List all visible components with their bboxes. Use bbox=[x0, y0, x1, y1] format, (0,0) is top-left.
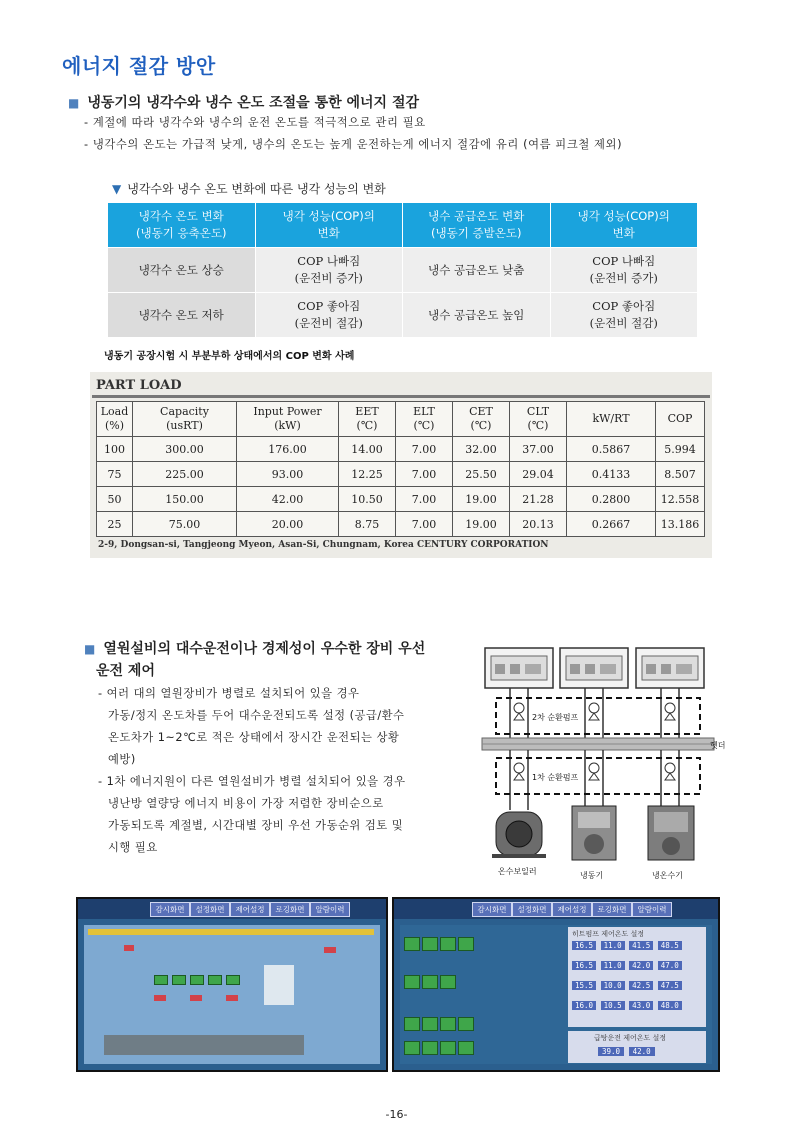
table-header: CET (℃) bbox=[453, 402, 510, 437]
setpoint-value[interactable]: 10.5 bbox=[601, 1001, 625, 1010]
body-line: 가동/정지 온도차를 두어 대수운전되도록 설정 (공급/환수 bbox=[108, 709, 405, 722]
table-header: COP bbox=[656, 402, 705, 437]
setpoint-value[interactable]: 48.0 bbox=[658, 1001, 682, 1010]
table-cell: 20.13 bbox=[510, 512, 567, 537]
note-1: - 계절에 따라 냉각수와 냉수의 운전 온도를 적극적으로 관리 필요 bbox=[84, 116, 426, 129]
table-row bbox=[108, 248, 698, 293]
screen-tab: 로깅화면 bbox=[270, 902, 310, 917]
cooling-performance-table bbox=[107, 202, 698, 338]
table-header: 냉수 공급온도 변화 (냉동기 증발온도) bbox=[403, 203, 551, 248]
table-cell: 냉수 공급온도 높임 bbox=[403, 293, 551, 338]
section1-heading: ■ 냉동기의 냉각수와 냉수 온도 조절을 통한 에너지 절감 bbox=[68, 95, 419, 111]
table-cell: 12.558 bbox=[656, 487, 705, 512]
setpoint-title: 히트펌프 제어온도 설정 bbox=[572, 930, 645, 938]
setpoint-value[interactable]: 41.5 bbox=[629, 941, 653, 950]
table-cell: 7.00 bbox=[396, 437, 453, 462]
table-cell: 100 bbox=[97, 437, 133, 462]
table-cell: 14.00 bbox=[339, 437, 396, 462]
table-header: Load (%) bbox=[97, 402, 133, 437]
setpoint-value[interactable]: 10.0 bbox=[601, 981, 625, 990]
table-cell: 32.00 bbox=[453, 437, 510, 462]
setpoint-value[interactable]: 16.5 bbox=[572, 941, 596, 950]
air-handling-unit-icon bbox=[636, 648, 704, 688]
table-cell: 225.00 bbox=[133, 462, 237, 487]
table-cell: 75 bbox=[97, 462, 133, 487]
table-cell: 29.04 bbox=[510, 462, 567, 487]
screen-tab: 로깅화면 bbox=[592, 902, 632, 917]
body-line: 예방) bbox=[108, 753, 136, 766]
table-cell: 냉각수 온도 상승 bbox=[108, 248, 256, 293]
hotwater-setpoint-panel bbox=[568, 1031, 706, 1063]
table-cell: 21.28 bbox=[510, 487, 567, 512]
cooling-table-caption: ▼ 냉각수와 냉수 온도 변화에 따른 냉각 성능의 변화 bbox=[112, 182, 386, 196]
screen-tab: 제어설정 bbox=[552, 902, 592, 917]
table-cell: 7.00 bbox=[396, 512, 453, 537]
setpoint-value[interactable]: 42.0 bbox=[629, 1047, 655, 1056]
screen-tab: 알람이력 bbox=[632, 902, 672, 917]
table-cell: COP 좋아짐 (운전비 절감) bbox=[255, 293, 403, 338]
screen-tab: 감시화면 bbox=[472, 902, 512, 917]
pump1-label: 1차 순환펌프 bbox=[532, 773, 579, 782]
screen-tab: 제어설정 bbox=[230, 902, 270, 917]
table-cell: 0.2800 bbox=[567, 487, 656, 512]
table-cell: 냉각수 온도 저하 bbox=[108, 293, 256, 338]
table-row bbox=[97, 437, 705, 462]
pump-icon bbox=[514, 703, 524, 720]
table-row bbox=[97, 462, 705, 487]
table-cell: 42.00 bbox=[237, 487, 339, 512]
air-handling-unit-icon bbox=[560, 648, 628, 688]
table-cell: 25.50 bbox=[453, 462, 510, 487]
chiller-icon bbox=[572, 806, 616, 860]
monitoring-screen-left bbox=[76, 897, 388, 1072]
hotwater-setpoint-title: 급탕운전 제어온도 설정 bbox=[594, 1034, 667, 1042]
table-cell: COP 나빠짐 (운전비 증가) bbox=[255, 248, 403, 293]
part-load-title: PART LOAD bbox=[96, 378, 182, 393]
screen-tab: 알람이력 bbox=[310, 902, 350, 917]
table-cell: 12.25 bbox=[339, 462, 396, 487]
setpoint-value[interactable]: 42.5 bbox=[629, 981, 653, 990]
table-cell: 8.507 bbox=[656, 462, 705, 487]
table-header: CLT (℃) bbox=[510, 402, 567, 437]
pump-icon bbox=[665, 703, 675, 720]
company-footer: 2-9, Dongsan-si, Tangjeong Myeon, Asan-Si, Chungnam, Korea CENTURY CORPORATION bbox=[98, 540, 549, 550]
screen-tab: 감시화면 bbox=[150, 902, 190, 917]
setpoint-value[interactable]: 43.0 bbox=[629, 1001, 653, 1010]
setpoint-value[interactable]: 11.0 bbox=[601, 961, 625, 970]
table-cell: 19.00 bbox=[453, 512, 510, 537]
table-cell: COP 나빠짐 (운전비 증가) bbox=[550, 248, 698, 293]
table-header: 냉각 성능(COP)의 변화 bbox=[550, 203, 698, 248]
table-cell: 냉수 공급온도 낮춤 bbox=[403, 248, 551, 293]
setpoint-value[interactable]: 15.5 bbox=[572, 981, 596, 990]
triangle-down-icon: ▼ bbox=[112, 182, 122, 196]
table-header: EET (℃) bbox=[339, 402, 396, 437]
screen-body bbox=[84, 925, 380, 1064]
table-cell: 10.50 bbox=[339, 487, 396, 512]
table-cell: 8.75 bbox=[339, 512, 396, 537]
case-caption: 냉동기 공장시험 시 부분부하 상태에서의 COP 변화 사례 bbox=[104, 351, 355, 362]
air-handling-unit-icon bbox=[485, 648, 553, 688]
table-cell: 19.00 bbox=[453, 487, 510, 512]
table-row bbox=[108, 293, 698, 338]
body-line: 냉난방 열량당 에너지 비용이 가장 저렴한 장비순으로 bbox=[108, 797, 384, 810]
table-cell: 300.00 bbox=[133, 437, 237, 462]
body-line: 시행 필요 bbox=[108, 841, 158, 854]
table-cell: 20.00 bbox=[237, 512, 339, 537]
setpoint-value[interactable]: 11.0 bbox=[601, 941, 625, 950]
table-header-row bbox=[97, 402, 705, 437]
page-number: -16- bbox=[385, 1108, 408, 1121]
table-cell: 50 bbox=[97, 487, 133, 512]
screen-tab: 설정화면 bbox=[512, 902, 552, 917]
table-header: Input Power (kW) bbox=[237, 402, 339, 437]
heat-source-diagram bbox=[482, 640, 726, 885]
equipment-label: 냉온수기 bbox=[652, 871, 683, 880]
table-cell: 0.2667 bbox=[567, 512, 656, 537]
setpoint-panel bbox=[568, 927, 706, 1027]
setpoint-value[interactable]: 39.0 bbox=[598, 1047, 624, 1056]
control-screen-right bbox=[392, 897, 720, 1072]
setpoint-value[interactable]: 16.0 bbox=[572, 1001, 596, 1010]
body-line: 온도차가 1~2℃로 적은 상태에서 장시간 운전되는 상황 bbox=[108, 731, 400, 744]
header-label: 헷더 bbox=[710, 741, 726, 750]
table-header: Capacity (usRT) bbox=[133, 402, 237, 437]
setpoint-value[interactable]: 47.5 bbox=[658, 981, 682, 990]
note-2: - 냉각수의 온도는 가급적 낮게, 냉수의 온도는 높게 운전하는게 에너지 절감에 유리 (여름 피크철 제외) bbox=[84, 138, 623, 151]
pump-icon bbox=[589, 763, 599, 780]
absorption-chiller-icon bbox=[648, 806, 694, 860]
table-cell: 0.5867 bbox=[567, 437, 656, 462]
setpoint-value[interactable]: 16.5 bbox=[572, 961, 596, 970]
boiler-icon bbox=[492, 812, 546, 858]
table-cell: 7.00 bbox=[396, 462, 453, 487]
table-header: kW/RT bbox=[567, 402, 656, 437]
pump-icon bbox=[589, 703, 599, 720]
equipment-label: 온수보일러 bbox=[498, 867, 537, 876]
pump2-label: 2차 순환펌프 bbox=[532, 713, 579, 722]
part-load-table bbox=[96, 401, 705, 537]
screen-tab: 설정화면 bbox=[190, 902, 230, 917]
table-cell: 37.00 bbox=[510, 437, 567, 462]
pump-icon bbox=[665, 763, 675, 780]
table-header: ELT (℃) bbox=[396, 402, 453, 437]
table-cell: 5.994 bbox=[656, 437, 705, 462]
page-title: 에너지 절감 방안 bbox=[62, 54, 216, 78]
setpoint-value[interactable]: 42.0 bbox=[629, 961, 653, 970]
table-row bbox=[97, 512, 705, 537]
body-line: 가동되도록 계절별, 시간대별 장비 우선 가동순위 검토 및 bbox=[108, 819, 404, 832]
table-cell: COP 좋아짐 (운전비 절감) bbox=[550, 293, 698, 338]
equipment-label: 냉동기 bbox=[580, 871, 604, 880]
body-line: - 여러 대의 열원장비가 병렬로 설치되어 있을 경우 bbox=[98, 687, 360, 700]
section2-heading: ■ 열원설비의 대수운전이나 경제성이 우수한 장비 우선 운전 제어 bbox=[84, 641, 426, 679]
table-cell: 7.00 bbox=[396, 487, 453, 512]
section2-body bbox=[98, 683, 406, 859]
table-header: 냉각 성능(COP)의 변화 bbox=[255, 203, 403, 248]
table-header-row bbox=[108, 203, 698, 248]
table-row bbox=[97, 487, 705, 512]
setpoint-value[interactable]: 48.5 bbox=[658, 941, 682, 950]
table-cell: 75.00 bbox=[133, 512, 237, 537]
table-cell: 13.186 bbox=[656, 512, 705, 537]
table-cell: 25 bbox=[97, 512, 133, 537]
table-cell: 93.00 bbox=[237, 462, 339, 487]
bullet-icon: ■ bbox=[68, 96, 80, 110]
table-header: 냉각수 온도 변화 (냉동기 응축온도) bbox=[108, 203, 256, 248]
body-line: - 1차 에너지원이 다른 열원설비가 병렬 설치되어 있을 경우 bbox=[98, 775, 406, 788]
table-cell: 176.00 bbox=[237, 437, 339, 462]
pump-icon bbox=[514, 763, 524, 780]
table-cell: 150.00 bbox=[133, 487, 237, 512]
divider bbox=[92, 395, 710, 398]
bullet-icon: ■ bbox=[84, 642, 96, 656]
table-cell: 0.4133 bbox=[567, 462, 656, 487]
screen-body bbox=[400, 925, 712, 1064]
setpoint-value[interactable]: 47.0 bbox=[658, 961, 682, 970]
